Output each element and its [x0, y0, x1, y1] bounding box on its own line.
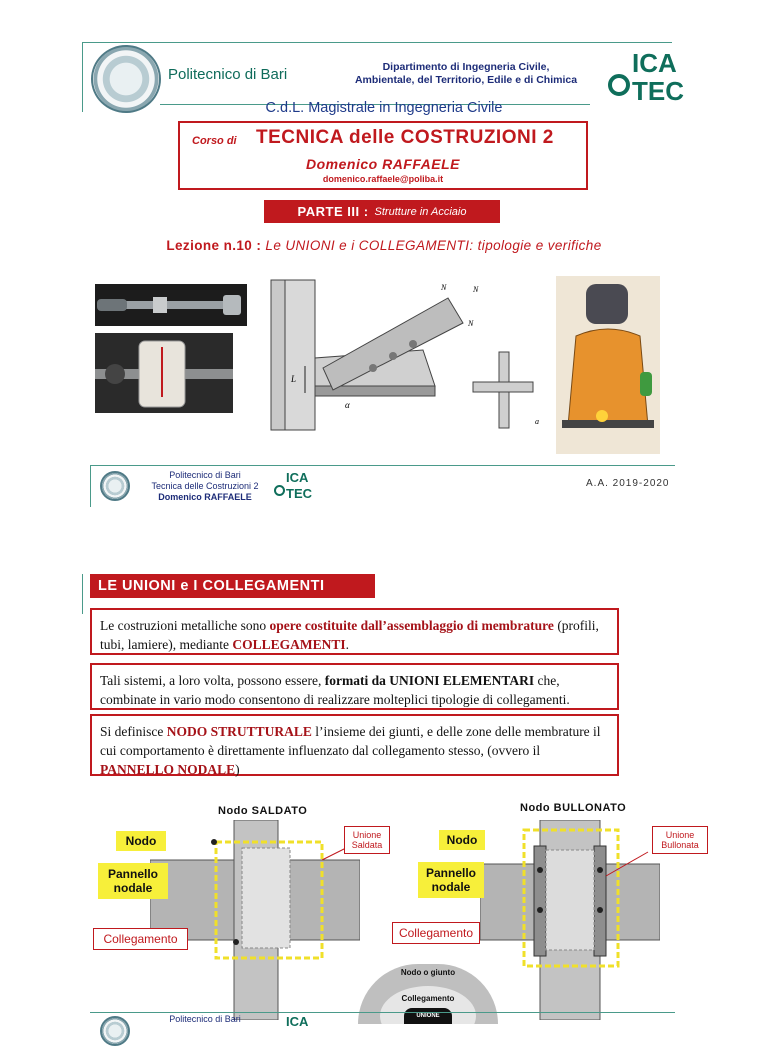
label-nodo-left: Nodo [116, 831, 166, 851]
footer-2-logo-ica: ICA [286, 1014, 309, 1029]
teacher-name: Domenico RAFFAELE [306, 156, 460, 172]
part-banner [264, 200, 500, 223]
part-label: PARTE III : [297, 204, 369, 219]
slide-2-left-rule [82, 574, 83, 614]
column-web [285, 280, 315, 430]
bolted-left-endplate [534, 846, 546, 956]
bolted-node-caption: Nodo BULLONATO [520, 802, 627, 814]
label-collegamento-left: Collegamento [93, 928, 188, 950]
label-pannello-right: Pannello nodale [418, 862, 484, 898]
tee-flange [473, 382, 533, 392]
bolt-2 [389, 352, 397, 360]
paragraph-3 [90, 714, 619, 776]
bolt-1 [369, 364, 377, 372]
footer-1-top-rule [90, 465, 675, 466]
gear-icon [608, 74, 630, 96]
alpha-label: α [345, 400, 350, 410]
bolted-right-beam [600, 864, 660, 940]
p1-bold-d: COLLEGAMENTI [232, 637, 346, 652]
wrench-dial [153, 297, 167, 313]
p1-text-e: . [345, 637, 349, 652]
label-collegamento-right: Collegamento [392, 922, 480, 944]
footer-1-seal-logo [100, 471, 130, 501]
torque-wrench-photo [95, 284, 247, 326]
bolt-3 [409, 340, 417, 348]
bolted-panel-zone [546, 850, 594, 950]
torque-gauge-drawing [95, 333, 233, 413]
department-name [336, 61, 596, 87]
welded-panel-zone [242, 848, 290, 948]
part-subtitle: Strutture in Acciaio [374, 205, 467, 218]
teacher-email: domenico.raffaele@poliba.it [322, 174, 444, 184]
column-flange [271, 280, 285, 430]
footer-1-teacher: Domenico RAFFAELE [158, 492, 252, 502]
footer-2-seal-logo [100, 1016, 130, 1046]
welded-node-caption: Nodo SALDATO [218, 805, 308, 817]
bolted-node-diagram [480, 820, 660, 1020]
label-unione-bullonata: Unione Bullonata [652, 826, 708, 854]
p2-bold-b: formati da UNIONI ELEMENTARI [324, 673, 535, 688]
footer-1-left-rule [90, 465, 91, 507]
nest-outer-label: Nodo o giunto [400, 968, 456, 977]
welded-link-marker [233, 939, 239, 945]
p3-bold-b: NODO STRUTTURALE [166, 724, 312, 739]
paragraph-1 [90, 608, 619, 655]
slide-2-title: LE UNIONI e I COLLEGAMENTI [90, 574, 375, 598]
header-top-rule [82, 42, 672, 43]
welder-glove [640, 372, 652, 396]
p1-text-c: (profili, tubi, lamiere), mediante [100, 618, 599, 652]
label-nodo-right: Nodo [439, 830, 485, 850]
footer-1-gear-icon [274, 485, 285, 496]
torque-gauge-photo [95, 333, 233, 413]
n-label-1: N [441, 283, 447, 292]
welding-mask [586, 284, 628, 324]
n-label-2: N [473, 285, 479, 294]
a-label: a [535, 417, 539, 426]
dicatech-logo [608, 46, 684, 108]
nested-diagram [358, 964, 498, 1024]
course-prefix: Corso di [192, 135, 237, 147]
wrench-handle [97, 299, 127, 311]
p3-text-c: l’insieme dei giunti, e delle zone delle membrature il cui comportamento è direttamente influenzato dal collegamento stesso, (ovvero il [100, 724, 601, 758]
p2-text-a: Tali sistemi, a loro volta, possono essere, [100, 673, 325, 688]
wrench-head [223, 295, 241, 315]
department-line-2: Ambientale, del Territorio, Edile e di Chimica [354, 74, 578, 86]
bolted-right-endplate [594, 846, 606, 956]
welded-node-diagram [150, 820, 360, 1020]
spark-icon [596, 410, 608, 422]
p3-text-e: ) [235, 762, 240, 777]
course-box [178, 121, 588, 190]
course-title: TECNICA delle COSTRUZIONI 2 [256, 127, 554, 148]
lesson-title [0, 238, 768, 253]
work-bench [562, 420, 654, 428]
tee-stem [499, 392, 509, 428]
bolt-c [597, 867, 603, 873]
logo-ica-text: ICA [632, 48, 677, 78]
wrench-shaft [109, 301, 231, 309]
welder-apron [568, 329, 648, 426]
bolt-b [537, 907, 543, 913]
bolted-left-beam [480, 864, 540, 940]
lesson-label: Lezione n.10 : [166, 238, 262, 253]
welded-callout-line [322, 848, 346, 860]
n-label-3: N [468, 319, 474, 328]
paragraph-2 [90, 663, 619, 710]
footer-1-logo-tec: TEC [286, 486, 312, 501]
p2-text-c: che, combinate in vario modo consentono di realizzare molteplici tipologie di collegamenti. [100, 673, 570, 707]
gusset-plate-diagram [263, 278, 553, 458]
footer-1-text [140, 470, 270, 503]
footer-2-university: Politecnico di Bari [169, 1014, 241, 1024]
bolt-d [597, 907, 603, 913]
p3-bold-d: PANNELLO NODALE [100, 762, 236, 777]
footer-1-dicatech-logo [274, 470, 312, 504]
footer-1-logo-ica: ICA [286, 470, 309, 485]
label-unione-saldata: Unione Saldata [344, 826, 390, 854]
footer-1-course: Tecnica delle Costruzioni 2 [151, 481, 259, 491]
p3-text-a: Si definisce [100, 724, 167, 739]
p1-text-a: Le costruzioni metalliche sono [100, 618, 270, 633]
nest-mid-label: Collegamento [401, 994, 455, 1003]
degree-title: C.d.L. Magistrale in Ingegneria Civile [265, 100, 503, 116]
tee-web [499, 352, 509, 382]
torque-wrench-drawing [95, 284, 247, 326]
lesson-name: Le UNIONI e i COLLEGAMENTI: tipologie e verifiche [265, 238, 602, 253]
label-pannello-left: Pannello nodale [98, 863, 168, 899]
logo-tec-text: TEC [632, 76, 684, 106]
bolt-a [537, 867, 543, 873]
welder-illustration [556, 276, 660, 454]
academic-year: A.A. 2019-2020 [586, 478, 670, 489]
nest-inner-label: UNIONE [404, 1008, 452, 1024]
footer-1-university: Politecnico di Bari [169, 470, 241, 480]
lw-label: L [291, 374, 297, 384]
p1-bold-b: opere costituite dall’assemblaggio di membrature [269, 618, 554, 633]
welded-node-marker [211, 839, 217, 845]
department-line-1: Dipartimento di Ingegneria Civile, [382, 61, 550, 73]
university-name: Politecnico di Bari [168, 66, 288, 83]
footer-2-top-rule [90, 1012, 675, 1013]
gauge-knob [105, 364, 125, 384]
